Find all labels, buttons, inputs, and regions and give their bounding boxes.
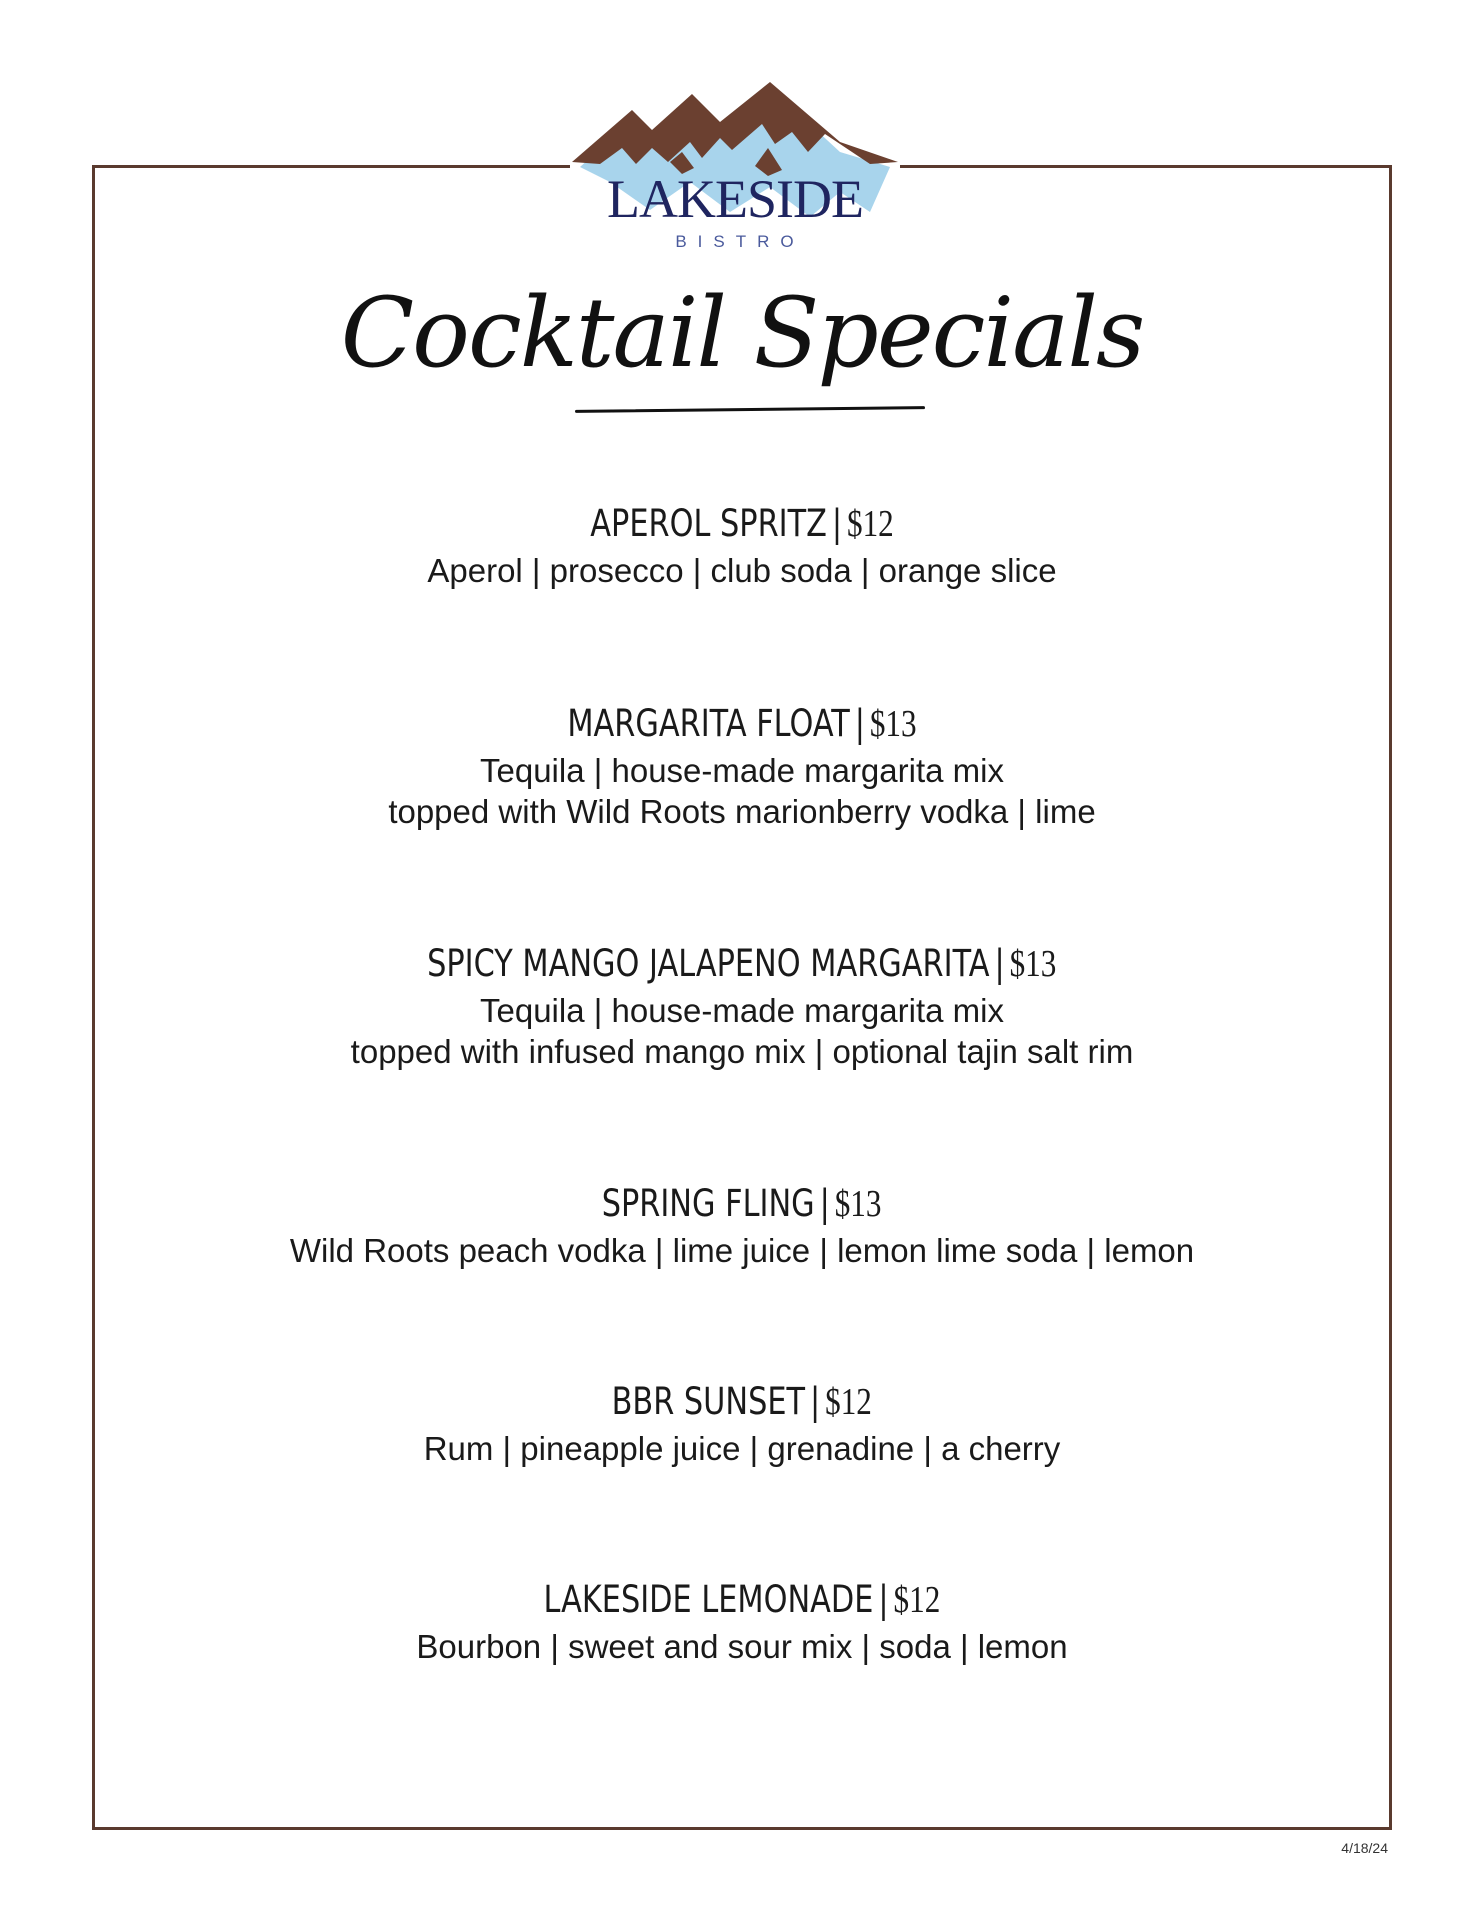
item-name-line: SPRING FLING | $13: [602, 1182, 882, 1225]
item-price: $12: [893, 1579, 941, 1621]
brand-name: LAKESIDE: [607, 169, 863, 229]
menu-item: [92, 1180, 1392, 1271]
brand-subtitle: BISTRO: [675, 232, 805, 251]
item-name-line: LAKESIDE LEMONADE | $12: [543, 1578, 941, 1621]
page-title: Cocktail Specials: [340, 277, 1144, 389]
menu-item: [92, 700, 1392, 832]
item-name: SPRING FLING: [602, 1182, 816, 1225]
item-description: Tequila | house-made margarita mix: [480, 992, 1004, 1029]
item-description: Aperol | prosecco | club soda | orange slice: [427, 552, 1057, 589]
item-name-line: MARGARITA FLOAT | $13: [567, 702, 917, 745]
item-description: Wild Roots peach vodka | lime juice | lemon lime soda | lemon: [289, 1232, 1195, 1269]
item-price: $13: [835, 1183, 882, 1225]
item-description: topped with Wild Roots marionberry vodka | lime: [388, 793, 1096, 830]
item-name-line: SPICY MANGO JALAPENO MARGARITA | $13: [427, 942, 1057, 985]
menu-date: 4/18/24: [1341, 1840, 1388, 1856]
item-description: topped with infused mango mix | optional tajin salt rim: [350, 1033, 1134, 1070]
lakeside-bistro-logo: [570, 82, 900, 257]
item-description: Bourbon | sweet and sour mix | soda | lemon: [416, 1628, 1068, 1665]
item-name: SPICY MANGO JALAPENO MARGARITA: [427, 942, 990, 985]
menu-item: [92, 940, 1392, 1072]
item-price: $12: [825, 1381, 873, 1423]
item-description: Rum | pineapple juice | grenadine | a cherry: [423, 1430, 1061, 1467]
item-name-line: BBR SUNSET | $12: [611, 1380, 873, 1423]
menu-item: [92, 500, 1392, 591]
item-price: $13: [869, 703, 917, 745]
item-name: BBR SUNSET: [611, 1380, 806, 1423]
item-name: APEROL SPRITZ: [590, 502, 827, 545]
item-description: Tequila | house-made margarita mix: [480, 752, 1004, 789]
item-price: $12: [846, 503, 894, 545]
item-name-line: APEROL SPRITZ | $12: [590, 502, 894, 545]
menu-item: [92, 1378, 1392, 1469]
item-price: $13: [1009, 943, 1057, 985]
menu-item: [92, 1576, 1392, 1667]
item-name: LAKESIDE LEMONADE: [543, 1578, 874, 1621]
item-name: MARGARITA FLOAT: [567, 702, 850, 745]
